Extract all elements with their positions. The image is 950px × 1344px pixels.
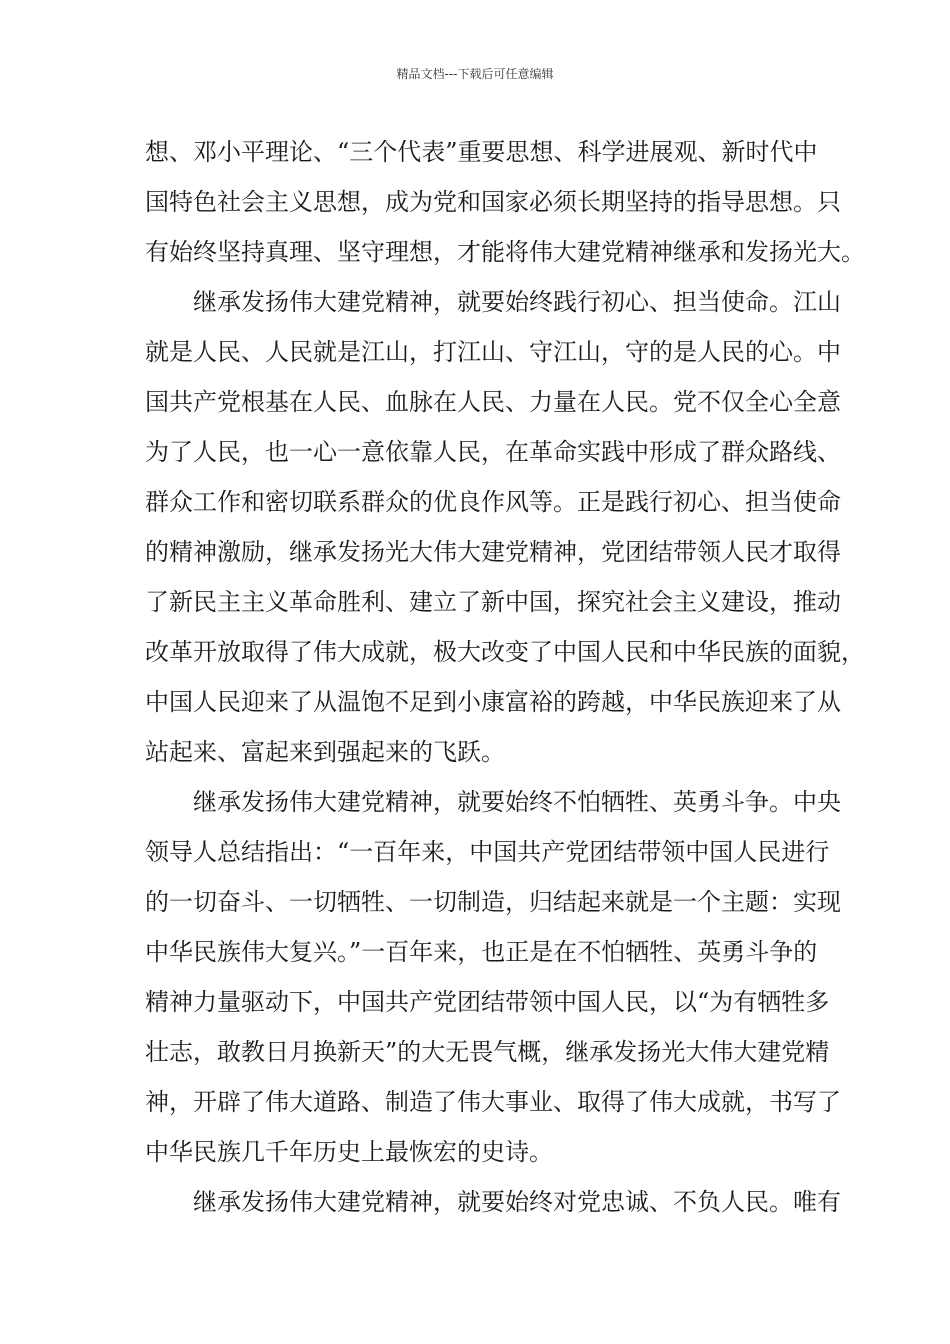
- text-line: 壮志，敢教日月换新天”的大无畏气概，继承发扬光大伟大建党精: [145, 1038, 830, 1066]
- text-line: 领导人总结指出：“一百年来，中国共产党团结带领中国人民进行: [145, 838, 830, 866]
- text-line: 国特色社会主义思想，成为党和国家必须长期坚持的指导思想。只: [145, 188, 841, 216]
- document-body: [145, 130, 865, 1230]
- text-line: 神，开辟了伟大道路、制造了伟大事业、取得了伟大成就，书写了: [145, 1088, 841, 1116]
- text-line: 的一切奋斗、一切牺牲、一切制造，归结起来就是一个主题：实现: [145, 888, 841, 916]
- text-line: 了新民主主义革命胜利、建立了新中国，探究社会主义建设，推动: [145, 588, 841, 616]
- text-line: 站起来、富起来到强起来的飞跃。: [145, 738, 505, 766]
- text-line: 国共产党根基在人民、血脉在人民、力量在人民。党不仅全心全意: [145, 388, 841, 416]
- text-line: 继承发扬伟大建党精神，就要始终不怕牺牲、英勇斗争。中央: [193, 788, 841, 816]
- text-line: 想、邓小平理论、“三个代表”重要思想、科学进展观、新时代中: [145, 138, 818, 166]
- text-line: 中华民族伟大复兴。”一百年来，也正是在不怕牺牲、英勇斗争的: [145, 938, 818, 966]
- text-line: 继承发扬伟大建党精神，就要始终践行初心、担当使命。江山: [193, 288, 841, 316]
- text-line: 有始终坚持真理、坚守理想，才能将伟大建党精神继承和发扬光大。: [145, 238, 865, 266]
- text-line: 中华民族几千年历史上最恢宏的史诗。: [145, 1138, 553, 1166]
- text-line: 改革开放取得了伟大成就，极大改变了中国人民和中华民族的面貌，: [145, 638, 865, 666]
- text-line: 就是人民、人民就是江山，打江山、守江山，守的是人民的心。中: [145, 338, 841, 366]
- text-line: 中国人民迎来了从温饱不足到小康富裕的跨越，中华民族迎来了从: [145, 688, 841, 716]
- text-line: 继承发扬伟大建党精神，就要始终对党忠诚、不负人民。唯有: [193, 1188, 841, 1216]
- page-header: 精品文档---下载后可任意编辑: [396, 67, 554, 81]
- text-line: 精神力量驱动下，中国共产党团结带领中国人民，以“为有牺牲多: [145, 988, 830, 1016]
- text-line: 的精神激励，继承发扬光大伟大建党精神，党团结带领人民才取得: [145, 538, 841, 566]
- text-line: 群众工作和密切联系群众的优良作风等。正是践行初心、担当使命: [145, 488, 841, 516]
- text-line: 为了人民，也一心一意依靠人民，在革命实践中形成了群众路线、: [145, 438, 841, 466]
